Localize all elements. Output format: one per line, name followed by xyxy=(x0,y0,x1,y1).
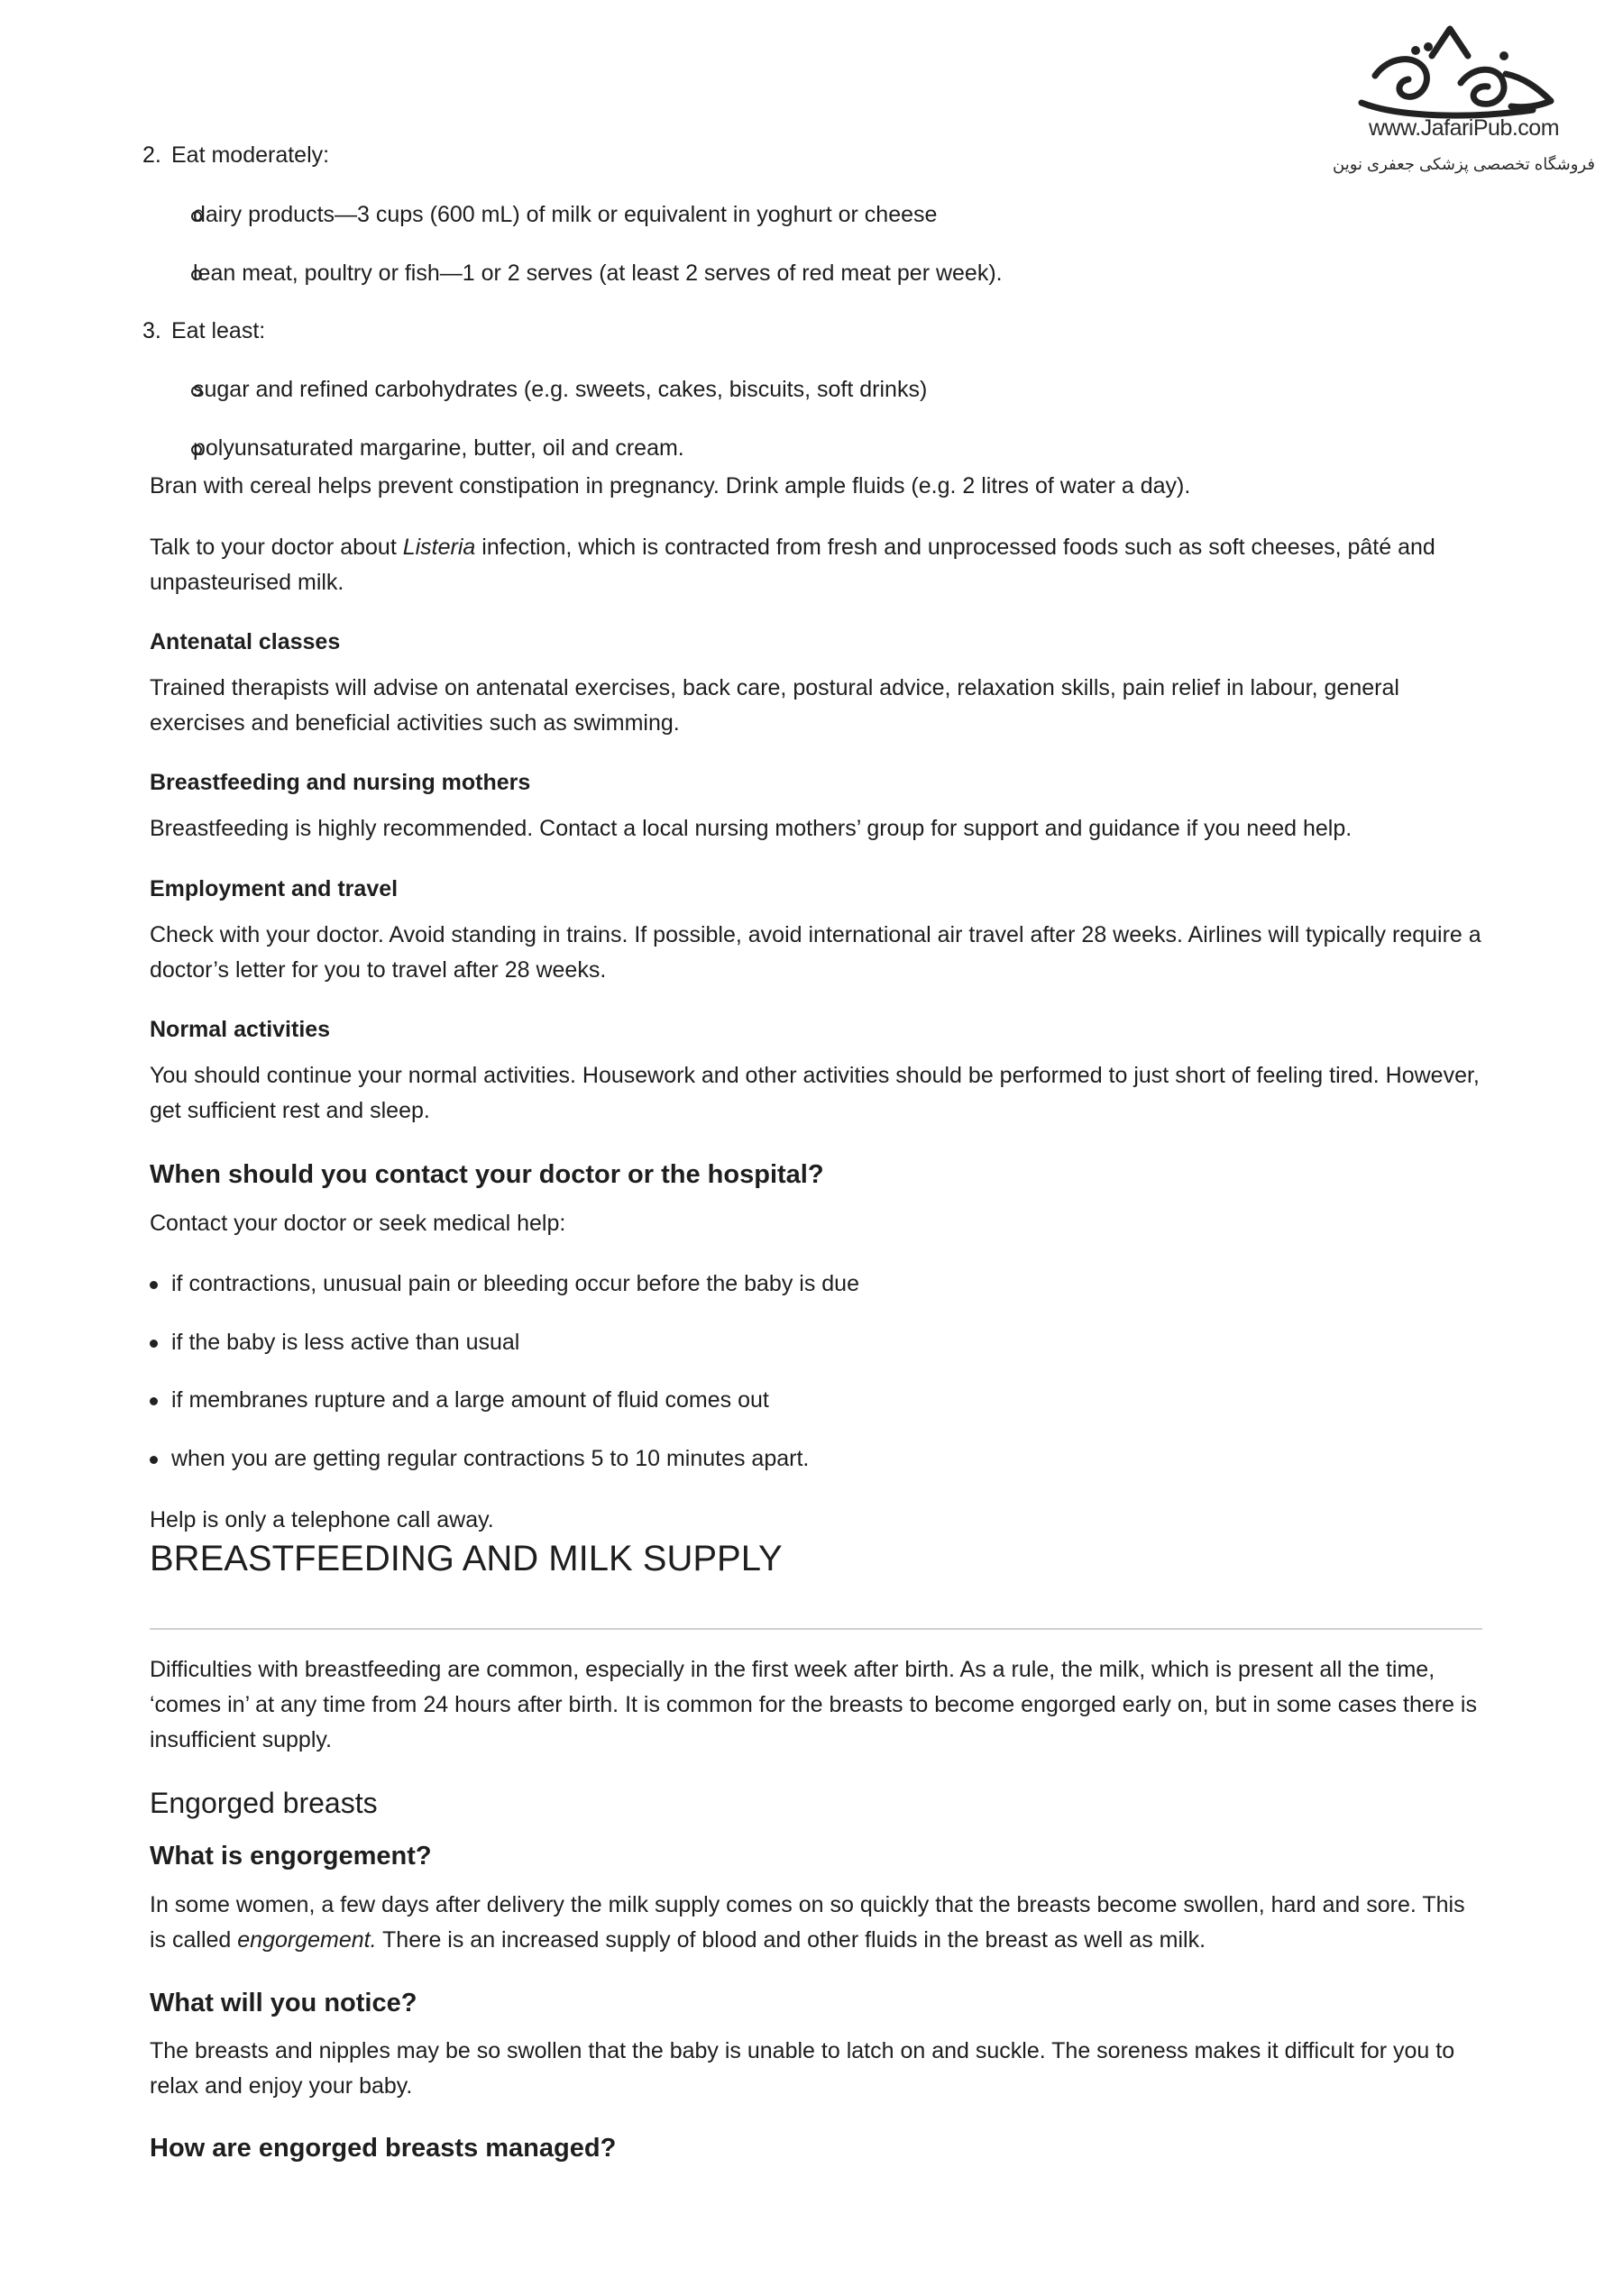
nursing-heading: Breastfeeding and nursing mothers xyxy=(150,770,531,795)
bran-paragraph: Bran with cereal helps prevent constipation in pregnancy. Drink ample fluids (e.g. 2 litres of water a day). xyxy=(150,473,1191,499)
antenatal-heading: Antenatal classes xyxy=(150,629,341,654)
section-divider xyxy=(150,1628,1482,1630)
list-number: 3. xyxy=(142,318,161,343)
listeria-text-before: Talk to your doctor about xyxy=(150,535,403,560)
engorgement-paragraph xyxy=(150,1888,1484,1958)
contact-list-item: when you are getting regular contractions 5 to 10 minutes apart. xyxy=(171,1446,810,1471)
what-is-engorgement-heading: What is engorgement? xyxy=(150,1842,432,1871)
list-item: polyunsaturated margarine, butter, oil and cream. xyxy=(193,435,684,461)
normal-activities-heading: Normal activities xyxy=(150,1017,331,1042)
bullet-disc xyxy=(150,1281,158,1289)
watermark-url: www.JafariPub.com xyxy=(1369,115,1560,141)
engorgement-term: engorgement. xyxy=(237,1927,377,1953)
antenatal-paragraph: Trained therapists will advise on antenatal exercises, back care, postural advice, relaxation skills, pain relief in labour, general exercises and beneficial activities such as swimming. xyxy=(150,675,1399,736)
engorgement-text-before: In some women, a few days after delivery the milk supply comes on so quickly that the breasts become swollen, hard and sore. This is called xyxy=(150,1892,1465,1953)
list-item: sugar and refined carbohydrates (e.g. sweets, cakes, biscuits, soft drinks) xyxy=(193,377,928,402)
list-item: dairy products—3 cups (600 mL) of milk or equivalent in yoghurt or cheese xyxy=(193,202,938,227)
section-title: BREASTFEEDING AND MILK SUPPLY xyxy=(150,1539,783,1578)
contact-list-item: if contractions, unusual pain or bleeding occur before the baby is due xyxy=(171,1271,859,1296)
what-will-you-notice-heading: What will you notice? xyxy=(150,1989,417,2017)
employment-paragraph: Check with your doctor. Avoid standing in trains. If possible, avoid international air travel after 28 weeks. Airlines will typically require a doctor’s letter for you to travel after 28 weeks. xyxy=(150,922,1481,983)
listeria-term: Listeria xyxy=(402,535,476,560)
bullet-disc xyxy=(150,1340,158,1348)
employment-heading: Employment and travel xyxy=(150,876,399,901)
contact-list-item: if the baby is less active than usual xyxy=(171,1330,520,1355)
bullet-disc xyxy=(150,1456,158,1464)
engorged-heading: Engorged breasts xyxy=(150,1787,378,1819)
listeria-paragraph xyxy=(150,530,1484,600)
notice-paragraph: The breasts and nipples may be so swollen that the baby is unable to latch on and suckle. The soreness makes it difficult for you to relax and enjoy your baby. xyxy=(150,2038,1455,2099)
list-heading-eat-moderately: Eat moderately: xyxy=(171,142,330,168)
list-item: lean meat, poultry or fish—1 or 2 serves (at least 2 serves of red meat per week). xyxy=(193,261,1003,286)
contact-list-item: if membranes rupture and a large amount of fluid comes out xyxy=(171,1387,769,1413)
milk-supply-intro: Difficulties with breastfeeding are common, especially in the first week after birth. As a rule, the milk, which is present all the time, ‘comes in’ at any time from 24 hours after birth. It is common for the breasts to become engorged early on, but in some cases there is insufficient supply. xyxy=(150,1657,1477,1752)
contact-closing: Help is only a telephone call away. xyxy=(150,1507,494,1532)
engorgement-text-after: There is an increased supply of blood and other fluids in the breast as well as milk. xyxy=(376,1927,1206,1953)
listeria-text-after: infection, which is contracted from fresh and unprocessed foods such as soft cheeses, pâté and unpasteurised milk. xyxy=(150,535,1435,595)
contact-intro: Contact your doctor or seek medical help: xyxy=(150,1211,566,1236)
contact-heading: When should you contact your doctor or the hospital? xyxy=(150,1160,824,1189)
nursing-paragraph: Breastfeeding is highly recommended. Contact a local nursing mothers’ group for support and guidance if you need help. xyxy=(150,816,1352,841)
list-number: 2. xyxy=(142,142,161,168)
list-heading-eat-least: Eat least: xyxy=(171,318,266,343)
bullet-disc xyxy=(150,1397,158,1405)
watermark-caption: فروشگاه تخصصی پزشکی جعفری نوین xyxy=(1333,155,1595,173)
managed-heading: How are engorged breasts managed? xyxy=(150,2134,617,2163)
normal-activities-paragraph: You should continue your normal activities. Housework and other activities should be performed to just short of feeling tired. However, get sufficient rest and sleep. xyxy=(150,1063,1480,1123)
